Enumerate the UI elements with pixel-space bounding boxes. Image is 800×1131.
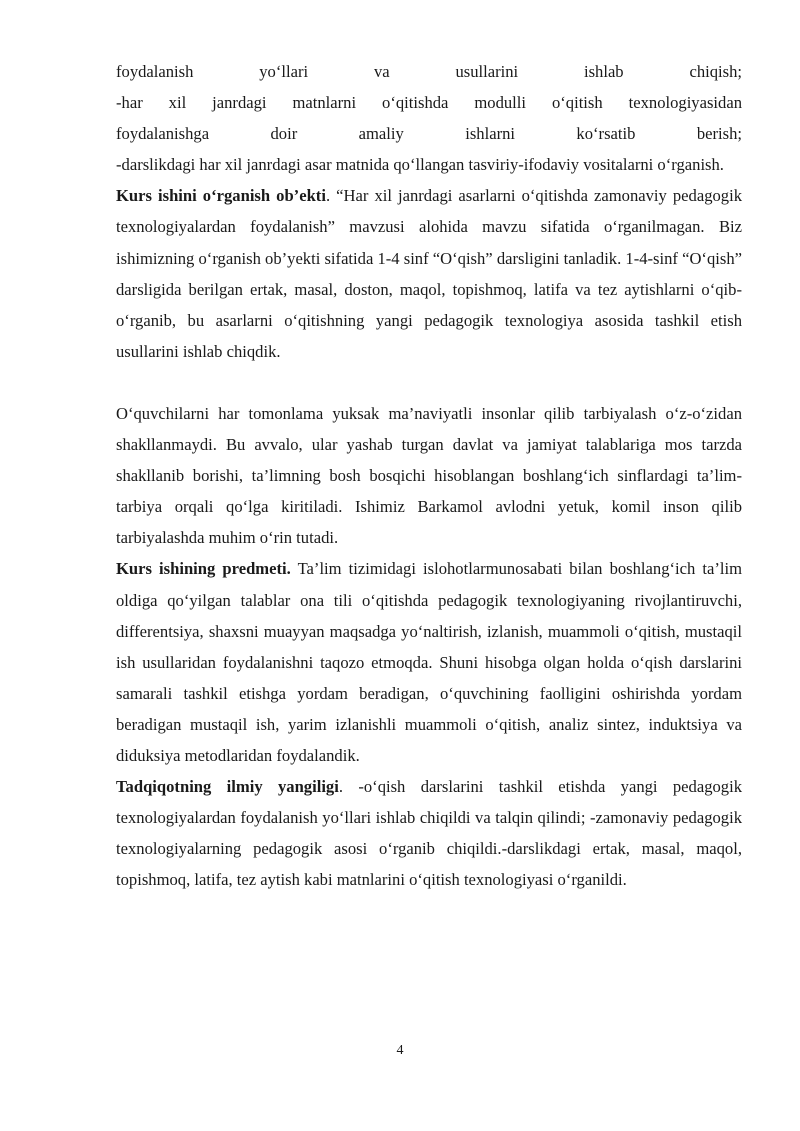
upbringing-paragraph: O‘quvchilarni har tomonlama yuksak ma’naviyatli insonlar qilib tarbiyalash o‘z-o‘zidan shakllanmaydi. Bu avvalo, ular yashab turgan davlat va jamiyat talablariga mos tarzda shakllanib borishi, ta’limning bosh bosqichi hisoblangan boshlang‘ich sinflardagi ta’lim-tarbiya orqali qo‘lga kiritiladi. Ishimiz Barkamol avlodni yetuk, komil inson qilib tarbiyalashda muhim o‘rin tutadi. [116,403,742,548]
paragraph-gap [116,367,742,398]
object-paragraph [116,180,742,367]
document-body [116,56,742,895]
novelty-heading: Tadqiqotning ilmiy yangiligi [116,777,339,797]
object-heading: Kurs ishini o‘rganish ob’ekti [116,186,326,206]
novelty-paragraph [116,771,742,895]
subject-heading: Kurs ishining predmeti. [116,559,291,579]
text-line: foydalanish yo‘llari va usullarini ishlab chiqish; [116,62,742,81]
novelty-text: . -o‘qish darslarini tashkil etishda yangi pedagogik texnologiyalardan foydalanish yo‘llari ishlab chiqildi va talqin qilindi; -zamonaviy pedagogik texnologiyalarning pedagogik asosi o‘rganib chiqildi.-darslikdagi ertak, masal, maqol, topishmoq, latifa, tez aytish kabi matnlarini o‘qitish texnologiyasi o‘rganildi. [116,777,743,890]
object-text: . “Har xil janrdagi asarlarni o‘qitishda zamonaviy pedagogik texnologiyalardan foydalanish” mavzusi alohida mavzu sifatida o‘rganilmagan. Biz ishimizning o‘rganish ob’yekti sifatida 1-4 sinf “O‘qish” darsligini tanladik. 1-4-sinf “O‘qish” darsligida berilgan ertak, masal, doston, maqol, topishmoq, latifa va tez aytishlarni o‘qib-o‘rganib, bu asarlarni o‘qitishning yangi pedagogik texnologiya asosida tashkil etish usullarini ishlab chiqdik. [116,186,742,361]
text-line: -darslikdagi har xil janrdagi asar matnida qo‘llangan tasviriy-ifodaviy vositalarni o‘rganish. [116,155,724,175]
text-line: foydalanishga doir amaliy ishlarni ko‘rsatib berish; [116,124,742,144]
subject-paragraph [116,553,742,771]
subject-text: Ta’lim tizimidagi islohotlarmunosabati bilan boshlang‘ich ta’lim oldiga qo‘yilgan talablar ona tili o‘qitishda pedagogik texnologiyaning rivojlantiruvchi, differentsiya, shaxsni muayyan maqsadga yo‘naltirish, izlanish, muammoli o‘qitish, mustaqil ish usullaridan foydalanishni taqozo etmoqda. Shuni hisobga olgan holda o‘qish darslarini samarali tashkil etishga yordam beradigan, o‘quvchining faolligini oshirishda yordam beradigan mustaqil ish, yarim izlanishli muammoli o‘qitish, analiz sintez, induktsiya va diduksiya metodlaridan foydalandik. [116,559,743,765]
page-number: 4 [396,1043,404,1058]
text-line: -har xil janrdagi matnlarni o‘qitishda modulli o‘qitish texnologiyasidan [116,93,742,113]
